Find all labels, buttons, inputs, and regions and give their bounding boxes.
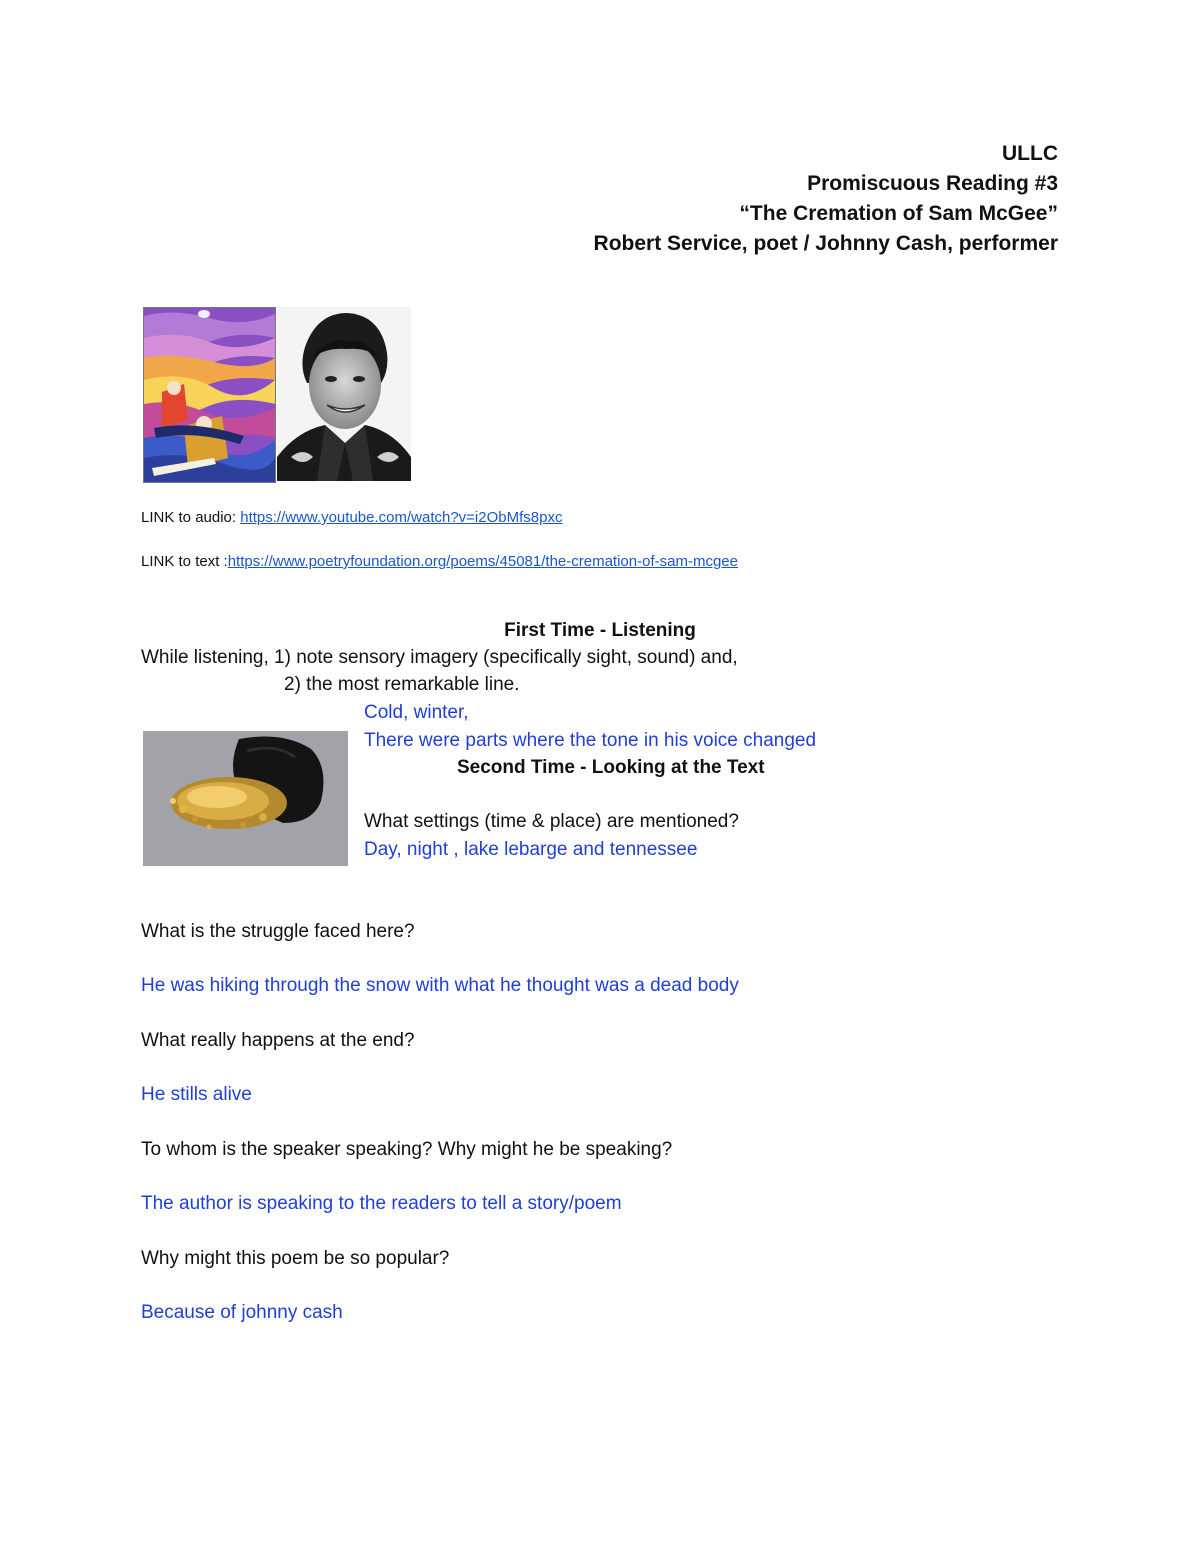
listening-answer-2: There were parts where the tone in his voice changed	[364, 730, 817, 751]
answer-ending: He stills alive	[141, 1084, 252, 1105]
credits-line: Robert Service, poet / Johnny Cash, performer	[593, 232, 1058, 255]
question-speaker: To whom is the speaker speaking? Why might he be speaking?	[141, 1139, 673, 1160]
text-link-row	[141, 552, 738, 572]
first-time-heading: First Time - Listening	[504, 620, 696, 641]
assignment-title: Promiscuous Reading #3	[807, 172, 1058, 195]
settings-answer: Day, night , lake lebarge and tennessee	[364, 839, 698, 860]
gold-nuggets-illustration	[143, 731, 348, 866]
answer-struggle: He was hiking through the snow with what he thought was a dead body	[141, 975, 739, 996]
answer-popularity: Because of johnny cash	[141, 1302, 343, 1323]
portrait-illustration	[277, 307, 411, 481]
audio-link-row	[141, 508, 562, 528]
painting-illustration	[144, 308, 275, 482]
text-link[interactable]: https://www.poetryfoundation.org/poems/45081/the-cremation-of-sam-mcgee	[227, 553, 738, 570]
course-name: ULLC	[1002, 142, 1058, 165]
question-ending: What really happens at the end?	[141, 1030, 415, 1051]
answer-speaker: The author is speaking to the readers to tell a story/poem	[141, 1193, 622, 1214]
question-popularity: Why might this poem be so popular?	[141, 1248, 450, 1269]
audio-link[interactable]: https://www.youtube.com/watch?v=i2ObMfs8pxc	[240, 509, 563, 526]
gold-nuggets-image	[143, 731, 348, 866]
listening-instruction-2: 2) the most remarkable line.	[284, 674, 520, 695]
second-time-heading: Second Time - Looking at the Text	[457, 757, 765, 778]
text-link-label: LINK to text :	[141, 553, 228, 570]
audio-link-label: LINK to audio:	[141, 509, 237, 526]
settings-question: What settings (time & place) are mentioned?	[364, 811, 739, 832]
listening-instruction-1: While listening, 1) note sensory imagery (specifically sight, sound) and,	[141, 647, 738, 668]
listening-answer-1: Cold, winter,	[364, 702, 469, 723]
johnny-cash-photo	[277, 307, 411, 481]
painting-image	[143, 307, 276, 483]
question-struggle: What is the struggle faced here?	[141, 921, 415, 942]
poem-title: “The Cremation of Sam McGee”	[739, 202, 1058, 225]
